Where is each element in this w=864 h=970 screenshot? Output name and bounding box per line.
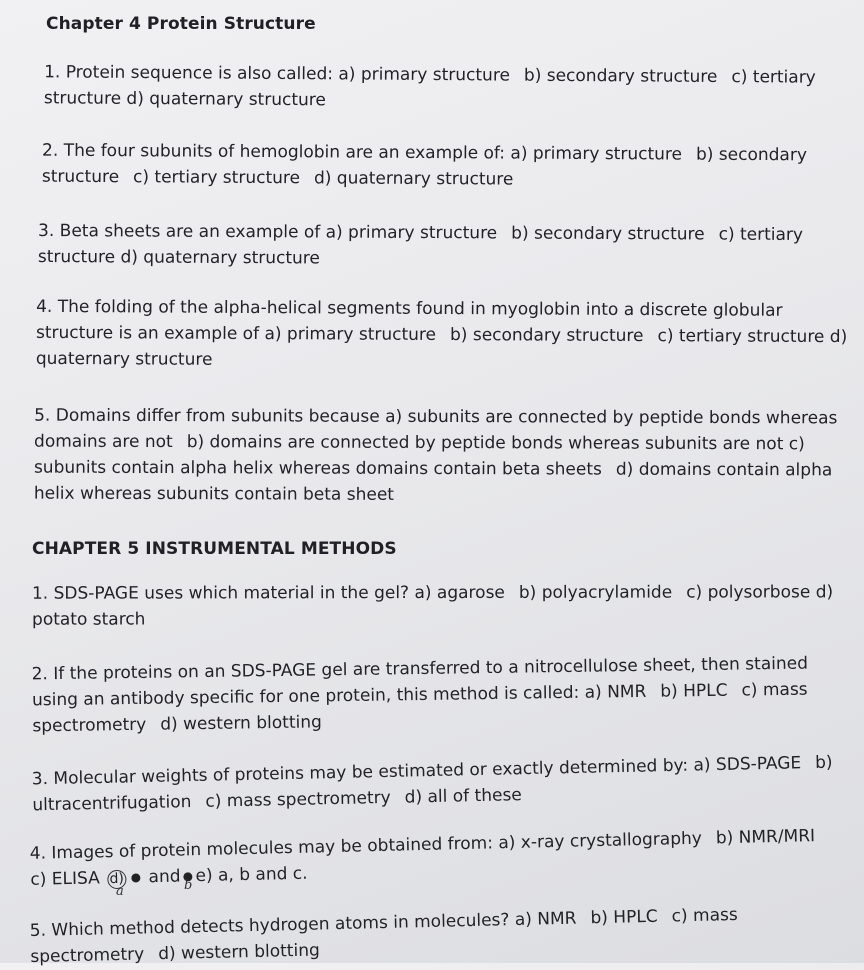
ch4-question-2 xyxy=(42,138,807,195)
question-text: c) mass xyxy=(671,904,738,927)
question-text: helix whereas subunits contain beta sheet xyxy=(33,483,395,505)
question-line xyxy=(36,346,847,376)
ch4-question-3 xyxy=(38,218,803,274)
question-text: subunits contain alpha helix whereas domains contain beta sheets xyxy=(33,457,602,480)
ch5-question-4 xyxy=(30,823,816,893)
question-line xyxy=(32,605,833,632)
question-text: b) HPLC xyxy=(590,906,658,929)
ch4-question-4 xyxy=(36,294,848,376)
ch5-question-5 xyxy=(30,902,739,970)
question-text: 1. Protein sequence is also called: a) primary structure xyxy=(44,62,511,86)
question-text: 2. If the proteins on an SDS-PAGE gel are transferred to a nitrocellulose sheet, then stained xyxy=(31,653,809,685)
chapter5-heading: CHAPTER 5 INSTRUMENTAL METHODS xyxy=(32,539,397,559)
question-text: b) secondary structure xyxy=(511,223,705,245)
question-text: c) polysorbose d) xyxy=(686,582,834,603)
question-text: d) quaternary structure xyxy=(313,168,514,190)
question-line xyxy=(38,218,803,248)
ink-dot xyxy=(131,873,140,882)
question-text: structure d) quaternary structure xyxy=(43,88,326,111)
question-text: ultracentrifugation xyxy=(32,792,192,816)
question-text: d) western blotting xyxy=(160,712,322,735)
question-line xyxy=(32,579,833,606)
question-text: 5. Which method detects hydrogen atoms in molecules? a) NMR xyxy=(29,908,577,942)
question-text: b) secondary structure xyxy=(523,65,718,88)
chapter4-heading: Chapter 4 Protein Structure xyxy=(46,14,316,34)
question-line xyxy=(38,244,803,274)
question-text: c) tertiary structure xyxy=(133,167,301,189)
question-line xyxy=(44,85,816,116)
ch5-q4-line-2: c) ELISA d) and e) a, b and c. xyxy=(30,863,308,890)
question-text: quaternary structure xyxy=(35,348,213,370)
question-text: b) polyacrylamide xyxy=(518,582,673,603)
question-line xyxy=(34,403,837,432)
circled-answer-mark: d) xyxy=(107,870,126,889)
question-text: 3. Beta sheets are an example of a) primary structure xyxy=(38,220,498,244)
question-text: potato starch xyxy=(32,609,146,630)
question-text: b) secondary structure xyxy=(449,325,644,347)
ch4-question-1 xyxy=(44,59,816,116)
question-text: structure xyxy=(41,166,120,188)
question-text: d) domains contain alpha xyxy=(615,459,833,481)
question-text: c) mass spectrometry xyxy=(205,787,391,812)
question-text: b) domains are connected by peptide bonds whereas subunits are not c) xyxy=(186,432,805,455)
ch5-question-2 xyxy=(31,651,808,740)
question-text: b) xyxy=(814,752,833,773)
question-text: c) tertiary structure d) xyxy=(657,326,848,348)
ch5-question-3 xyxy=(32,750,834,819)
ch4-question-5 xyxy=(34,403,838,510)
question-text: 3. Molecular weights of proteins may be estimated or exactly determined by: a) SDS-PAGE xyxy=(31,753,802,790)
ch5-q4-line-1: 4. Images of protein molecules may be obtained from: a) x-ray crystallography b) NMR/MRI xyxy=(29,826,816,864)
question-text: spectrometry xyxy=(30,944,145,968)
question-text: d) all of these xyxy=(404,785,522,808)
question-text: spectrometry xyxy=(32,714,147,737)
question-text: b) HPLC xyxy=(660,680,728,702)
question-line xyxy=(34,481,837,510)
question-text: c) tertiary xyxy=(718,224,804,246)
question-text: structure is an example of a) primary structure xyxy=(35,322,437,345)
ch5-question-1 xyxy=(32,579,833,632)
question-text: c) tertiary xyxy=(731,67,816,88)
question-text: c) mass xyxy=(741,679,808,701)
question-text: 4. The folding of the alpha-helical segments found in myoglobin into a discrete globular xyxy=(36,296,783,321)
handwritten-a: a xyxy=(116,884,124,899)
handwritten-b: b xyxy=(184,878,193,893)
question-line xyxy=(42,164,807,195)
question-text: 2. The four subunits of hemoglobin are an example of: a) primary structure xyxy=(42,140,683,165)
question-text: 1. SDS-PAGE uses which material in the gel? a) agarose xyxy=(31,582,505,604)
question-line xyxy=(34,429,837,458)
question-text: using an antibody specific for one protein, this method is called: a) NMR xyxy=(31,681,647,711)
question-text: domains are not xyxy=(34,431,173,453)
question-line xyxy=(34,455,837,484)
question-text: b) secondary xyxy=(695,144,808,166)
question-text: 5. Domains differ from subunits because a) subunits are connected by peptide bonds whereas xyxy=(34,405,838,429)
question-text: structure d) quaternary structure xyxy=(37,246,320,269)
question-text: d) western blotting xyxy=(158,940,320,965)
